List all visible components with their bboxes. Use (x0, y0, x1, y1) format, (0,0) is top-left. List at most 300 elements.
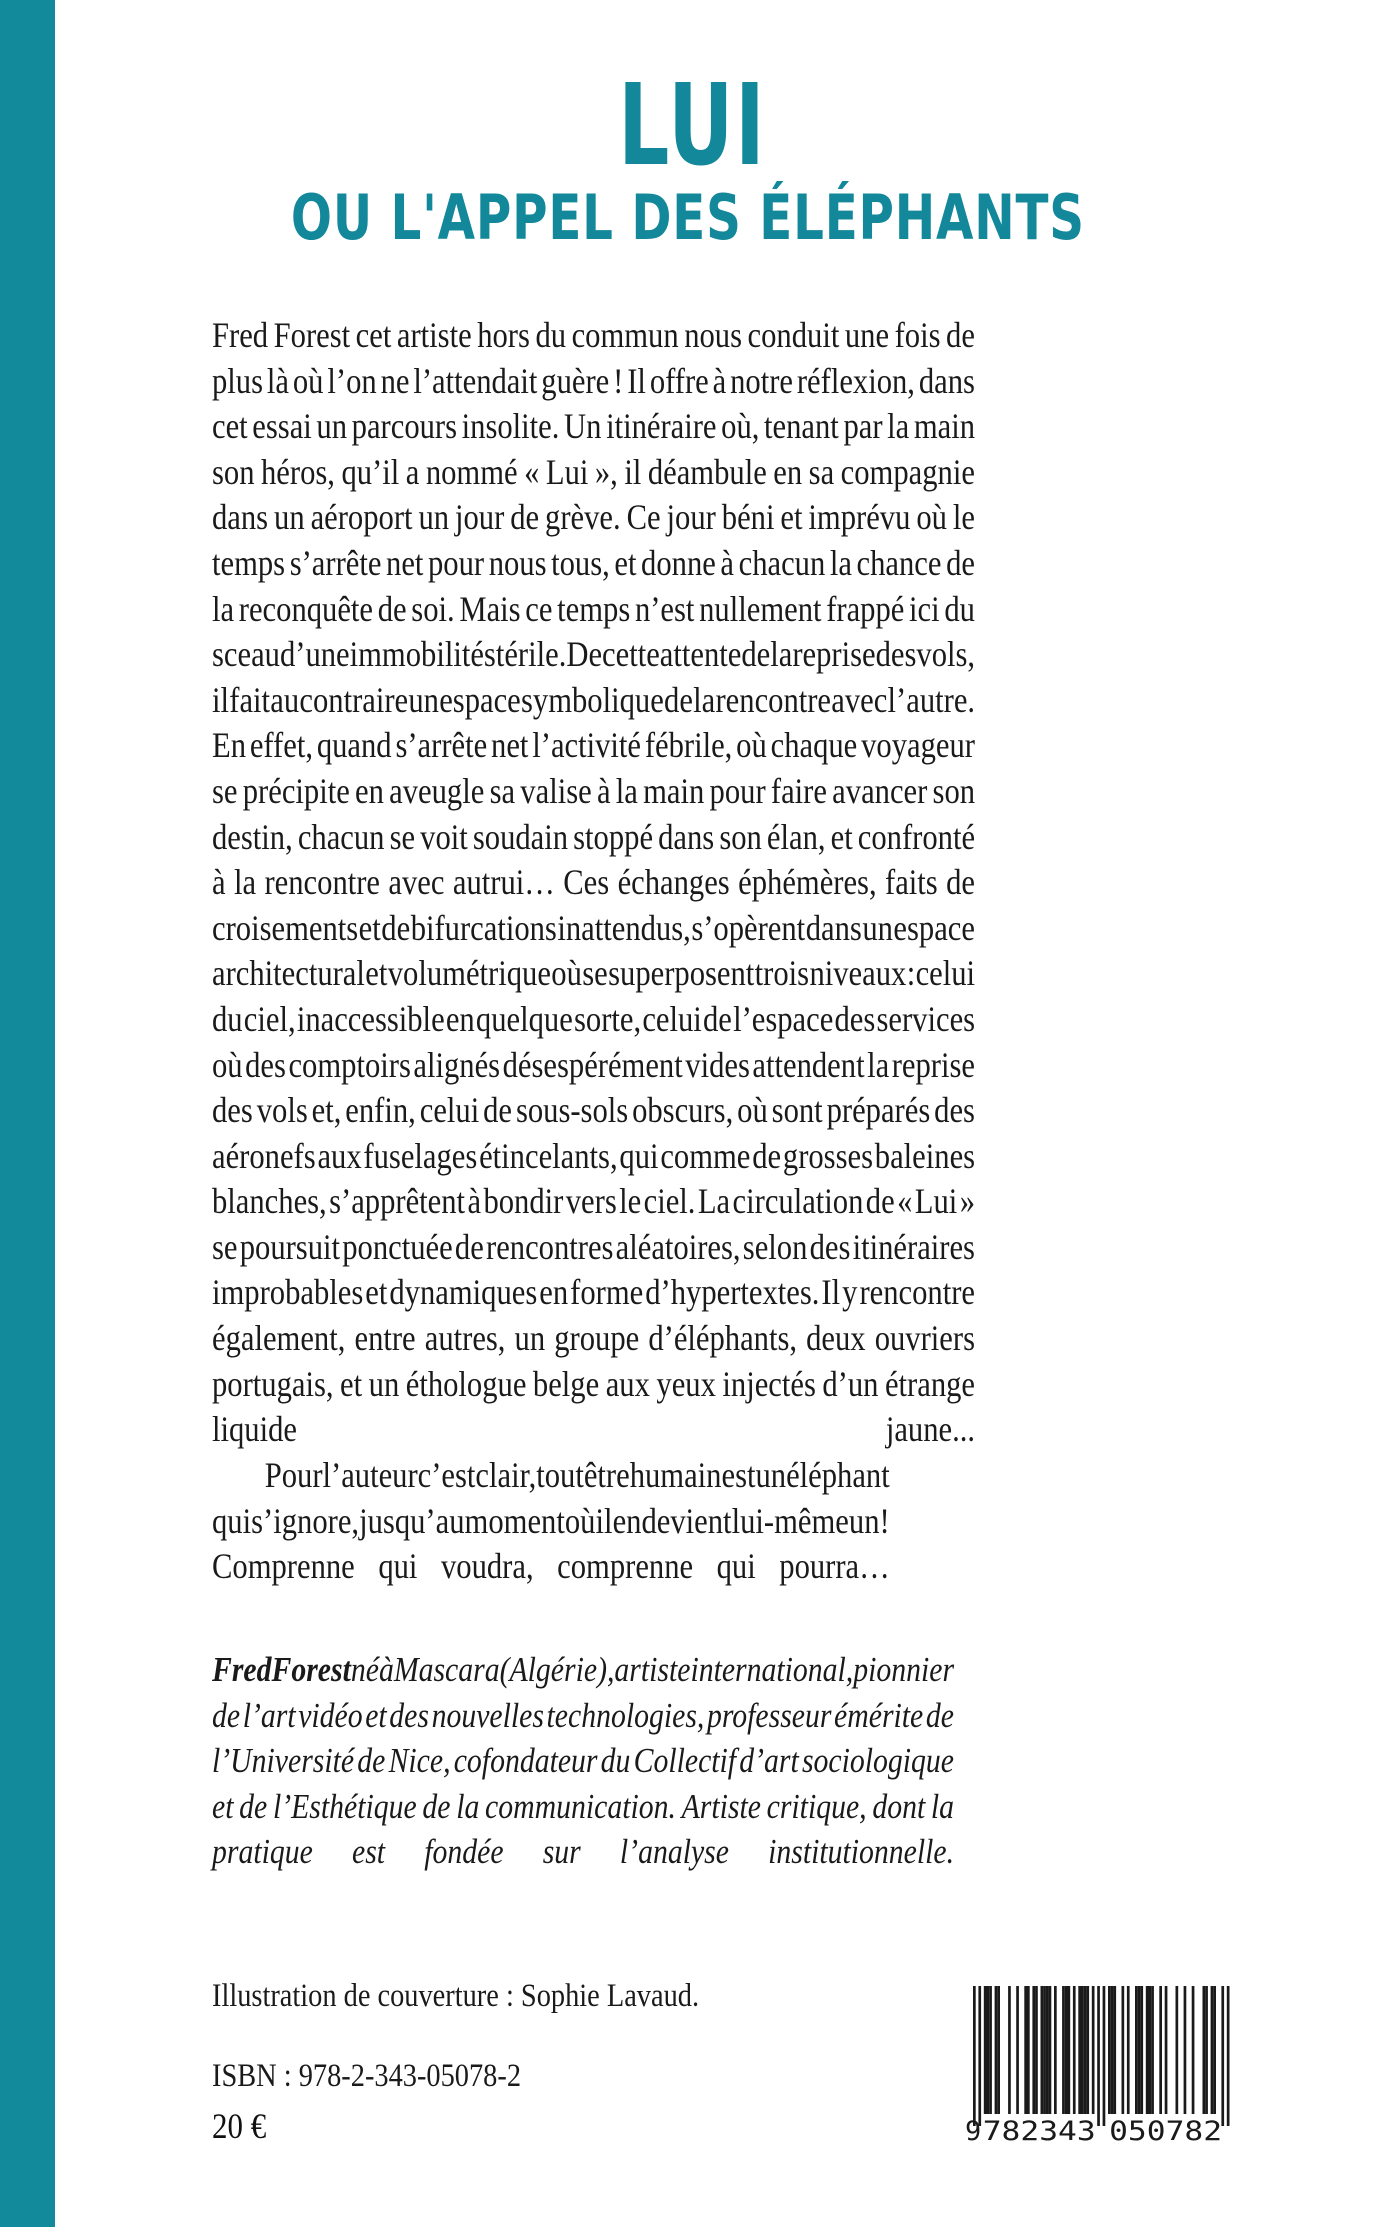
word: où, (721, 406, 760, 447)
word: là (266, 360, 289, 401)
barcode-bar (1227, 1986, 1230, 2126)
word: émérite (834, 1695, 924, 1735)
word: Collectif (633, 1741, 737, 1781)
text-line (212, 815, 975, 861)
word: attendent (752, 1044, 865, 1085)
barcode-bar (1159, 1986, 1162, 2114)
word: ponctuée (342, 1226, 453, 1267)
word: rencontre (859, 1272, 975, 1313)
word: où (551, 953, 582, 994)
word: blanches, (212, 1181, 327, 1222)
word: selon (742, 1226, 808, 1267)
word: s’arrête (289, 542, 382, 583)
word: désespérément (502, 1044, 683, 1085)
word: fait (229, 679, 271, 720)
word: où (212, 1044, 243, 1085)
word: », (594, 451, 618, 492)
barcode-first-digit: 9 (965, 2116, 982, 2144)
barcode-bar (1184, 1986, 1187, 2114)
text-line (212, 860, 975, 906)
word: des (809, 1226, 851, 1267)
word: vers (565, 1181, 617, 1222)
word: précipite (242, 770, 350, 811)
barcode-bar (1065, 1986, 1068, 2114)
isbn-barcode (965, 1984, 1250, 2144)
word: la (770, 634, 793, 675)
word: baleines (874, 1135, 976, 1176)
isbn-text: ISBN : 978-2-343-05078-2 (212, 2058, 522, 2094)
word: superposent (608, 953, 755, 994)
word: nullement (699, 588, 822, 629)
line-text: Comprenne qui voudra, comprenne qui pourra… (212, 1546, 890, 1587)
word: sorte, (573, 998, 642, 1039)
text-line (212, 1043, 975, 1089)
word: de (946, 315, 975, 355)
word: reprise (891, 1044, 975, 1085)
word: à (720, 542, 735, 583)
word: éléphant (786, 1455, 890, 1495)
word: trois (754, 953, 810, 994)
word: son (719, 816, 762, 857)
word: professeur (706, 1695, 832, 1735)
word: devient (641, 1500, 732, 1541)
word: de (483, 1090, 513, 1131)
barcode-bar (1140, 1986, 1143, 2114)
text-line (212, 1225, 975, 1271)
barcode-bar (1068, 1986, 1071, 2114)
word: fébrile, (644, 725, 733, 766)
word: Un (564, 406, 602, 447)
word: artiste (396, 315, 472, 355)
word: à (212, 862, 226, 903)
word: l’auteur (322, 1455, 418, 1495)
word: inaccessible (296, 998, 445, 1039)
word: de (664, 679, 693, 720)
word: espace (893, 907, 975, 948)
word: net (491, 725, 529, 766)
word: ici (909, 588, 940, 629)
word: un (755, 1455, 787, 1495)
word: autrui… (452, 862, 555, 903)
word: à (596, 770, 611, 811)
word: de (946, 862, 976, 903)
word: immobilité (349, 634, 484, 675)
word: celui (419, 1090, 480, 1131)
word: ciel, (243, 998, 296, 1039)
word: béni (721, 497, 775, 538)
word: où (916, 497, 947, 538)
word: faits (885, 862, 938, 903)
word: la (930, 1786, 955, 1826)
word: tous, (551, 542, 610, 583)
word: nous (488, 542, 547, 583)
word: d’un (822, 1363, 879, 1404)
word: l’Université (212, 1741, 355, 1781)
word: rencontre (264, 862, 381, 903)
word: ! (879, 1500, 890, 1541)
word: chacun (738, 542, 826, 583)
word: improbables (212, 1272, 364, 1313)
text-line (212, 587, 975, 633)
word: ouvriers (874, 1318, 975, 1359)
word: de (377, 588, 407, 629)
text-line (212, 1316, 975, 1362)
word: vidéo (298, 1695, 363, 1735)
word: technologies, (546, 1695, 705, 1735)
barcode-bar (1151, 1986, 1154, 2114)
word: ce (525, 588, 553, 629)
word: dans (658, 816, 715, 857)
word: destin, (212, 816, 293, 857)
word: c’est (417, 1455, 476, 1495)
barcode-bar (1165, 1986, 1168, 2114)
barcode-bar (997, 1986, 1000, 2114)
text-line (212, 997, 975, 1043)
text-line (212, 1784, 954, 1830)
word: belge (532, 1363, 600, 1404)
word: cette (602, 634, 660, 675)
word: obscurs, (632, 1090, 734, 1131)
word: donne (641, 542, 716, 583)
barcode-bar (1192, 1986, 1195, 2114)
text-line (212, 495, 975, 541)
word: éthologue (405, 1363, 527, 1404)
word: il (212, 679, 230, 720)
word: et (365, 953, 388, 994)
word: l’on (327, 360, 377, 401)
word: d’une (279, 634, 350, 675)
word: offre (649, 360, 709, 401)
word: croisements (212, 907, 359, 948)
word: l’art (242, 1695, 296, 1735)
word: quelque (475, 998, 573, 1039)
word: déambule (647, 451, 767, 492)
text-line (212, 1829, 954, 1875)
barcode-bar (1027, 1986, 1030, 2114)
word: aux (605, 1363, 650, 1404)
barcode-bar (1146, 1986, 1149, 2114)
word: des (245, 1044, 286, 1085)
word: éphémères, (738, 862, 877, 903)
text-line (212, 1544, 890, 1590)
word: la (867, 1044, 890, 1085)
word: l’attendait (413, 360, 538, 401)
word: jour (454, 497, 505, 538)
word: de (357, 1741, 386, 1781)
word: enfin, (345, 1090, 416, 1131)
word: jour (666, 497, 716, 538)
word: de (702, 998, 732, 1039)
word: du (600, 1741, 631, 1781)
word: fois (894, 315, 941, 355)
word: itinéraires (852, 1226, 975, 1267)
barcode-bar (1016, 1986, 1019, 2114)
barcode-bar (1221, 1986, 1224, 2126)
word: s’arrête (395, 725, 488, 766)
word: Lui (914, 1181, 958, 1222)
word: bondir (483, 1181, 564, 1222)
word: aéroport (310, 497, 413, 538)
word: la (456, 1786, 480, 1826)
word: préparés (826, 1090, 931, 1131)
line-text: liquide jaune... (212, 1409, 976, 1450)
author-name-word: Fred (212, 1650, 272, 1689)
word: grève. (545, 497, 621, 538)
word: net (386, 542, 424, 583)
word: Il (821, 1272, 841, 1313)
word: communication. (485, 1786, 676, 1826)
word: et (365, 1272, 388, 1313)
word: et (365, 1695, 387, 1735)
word: élan, (766, 816, 826, 857)
word: se (212, 1226, 238, 1267)
word: à (712, 360, 727, 401)
word: chance (856, 542, 942, 583)
word: guère (541, 360, 610, 401)
word: moment (464, 1500, 565, 1541)
barcode-bar (1078, 1986, 1081, 2114)
text-line (212, 1738, 954, 1784)
word: dans (918, 360, 975, 401)
word: de (239, 1786, 268, 1826)
barcode-bar (987, 1986, 990, 2114)
word: » (959, 1181, 975, 1222)
word: nommé (425, 451, 518, 492)
barcode-bar (1111, 1986, 1114, 2114)
word: valise (520, 770, 592, 811)
barcode-bar (1054, 1986, 1057, 2114)
word: un (408, 679, 439, 720)
word: un (274, 497, 305, 538)
barcode-bar (1205, 1986, 1208, 2114)
word: la (615, 770, 638, 811)
word: essai (252, 406, 312, 447)
word: également, (212, 1318, 346, 1359)
word: « (524, 451, 540, 492)
text-line (212, 313, 975, 359)
word: fuselages (363, 1135, 478, 1176)
word: inattendus, (557, 907, 691, 948)
word: main (913, 406, 976, 447)
barcode-bar (978, 1986, 981, 2126)
word: tenant (764, 406, 839, 447)
word: la (693, 679, 716, 720)
word: pour (709, 770, 766, 811)
word: de (422, 1786, 451, 1826)
word: de (454, 1226, 484, 1267)
word: contraire (299, 679, 409, 720)
barcode-bar (1108, 1986, 1111, 2114)
word: il (624, 451, 642, 492)
word: clair, (475, 1455, 537, 1495)
word: en (773, 451, 803, 492)
word: n’est (634, 588, 695, 629)
barcode-bar (989, 1986, 992, 2114)
text-line (212, 404, 975, 450)
word: de (865, 1181, 895, 1222)
word: vols, (916, 634, 976, 675)
text-line (212, 1088, 975, 1134)
word: est (721, 1455, 756, 1495)
word: « (897, 1181, 913, 1222)
word: s’opèrent (691, 907, 806, 948)
barcode-bar (1122, 1986, 1125, 2114)
barcode-bar (1032, 1986, 1035, 2114)
word: un (848, 1500, 880, 1541)
word: en (445, 998, 475, 1039)
word: ! (613, 360, 624, 401)
word: où (564, 1500, 596, 1541)
text-line (212, 1453, 890, 1499)
word: des (934, 1090, 975, 1131)
word: son (212, 451, 255, 492)
word: sont (771, 1090, 823, 1131)
word: de (741, 634, 771, 675)
barcode-bar (1203, 1986, 1206, 2114)
word: lui-même (731, 1500, 849, 1541)
word: vides (685, 1044, 750, 1085)
word: critique, (766, 1786, 867, 1826)
word: aveugle (389, 770, 485, 811)
word: des (875, 634, 917, 675)
word: qui (212, 1500, 252, 1541)
word: faire (770, 770, 827, 811)
word: de (925, 1695, 954, 1735)
word: l’Esthétique (272, 1786, 417, 1826)
word: aléatoires, (615, 1226, 741, 1267)
word: Mais (459, 588, 521, 629)
barcode-bar (1084, 1986, 1087, 2114)
word: commun (571, 315, 679, 355)
word: : (906, 953, 916, 994)
word: où (292, 360, 324, 401)
word: il (595, 1500, 613, 1541)
word: circulation (732, 1181, 864, 1222)
text-line (212, 541, 975, 587)
word: échanges (617, 862, 730, 903)
word: sous-sols (515, 1090, 629, 1131)
word: de (381, 907, 411, 948)
barcode-bar (1041, 1986, 1044, 2114)
word: d’éléphants, (648, 1318, 798, 1359)
word: une (844, 315, 890, 355)
word: des (389, 1695, 429, 1735)
word: la (829, 542, 852, 583)
word: aéronefs (212, 1135, 316, 1176)
word: bifurcations (410, 907, 557, 948)
word: confronté (857, 816, 976, 857)
word: à (467, 1181, 482, 1222)
word: soudain (472, 816, 569, 857)
word: sa (489, 770, 516, 811)
word: par (843, 406, 883, 447)
word: portugais, (212, 1363, 334, 1404)
word: en (539, 1272, 569, 1313)
word: jusqu’au (359, 1500, 465, 1541)
word: temps (212, 542, 286, 583)
text-line (212, 359, 975, 405)
word: s’apprêtent (329, 1181, 466, 1222)
word: effet, (249, 725, 313, 766)
word: De (566, 634, 603, 675)
word: où (737, 1090, 768, 1131)
word: En (212, 725, 246, 766)
word: frappé (826, 588, 905, 629)
word: voyageur (861, 725, 975, 766)
word: Ce (626, 497, 661, 538)
word: dynamiques (389, 1272, 538, 1313)
word: de (752, 1135, 782, 1176)
word: se (582, 953, 608, 994)
word: un (862, 907, 893, 948)
word: en (355, 770, 384, 811)
word: en (612, 1500, 642, 1541)
word: cet (212, 406, 248, 447)
word: autres, (424, 1318, 506, 1359)
author-bio (212, 1647, 954, 1875)
blurb-paragraph-1 (212, 313, 975, 1453)
word: plus (212, 360, 264, 401)
word: niveaux (809, 953, 907, 994)
word: rencontre (715, 679, 832, 720)
word: symbolique (521, 679, 664, 720)
text-line (212, 1179, 975, 1225)
barcode-bar (973, 1986, 976, 2126)
word: humain (629, 1455, 722, 1495)
barcode-bar (1062, 1986, 1065, 2114)
barcode-bar (1176, 1986, 1179, 2114)
word: ne (380, 360, 410, 401)
barcode-bar (1113, 1986, 1116, 2114)
word: comptoirs (288, 1044, 411, 1085)
word: cofondateur (453, 1741, 598, 1781)
word: de (946, 542, 975, 583)
barcode-bar (995, 1986, 998, 2114)
text-line (212, 1270, 975, 1316)
barcode-right-digits: 050782 (1109, 2116, 1223, 2144)
word: né (350, 1650, 379, 1689)
word: avec (831, 679, 888, 720)
barcode-bar (1008, 1986, 1011, 2114)
barcode-bar (1211, 1986, 1214, 2114)
word: architectural (212, 953, 365, 994)
word: réflexion, (796, 360, 915, 401)
text-line (212, 1134, 975, 1180)
line-text: pratique est fondée sur l’analyse institutionnelle. (212, 1832, 955, 1872)
word: étrange (884, 1363, 976, 1404)
word: chaque (770, 725, 858, 766)
barcode-bar (1035, 1986, 1038, 2114)
word: celui (642, 998, 702, 1039)
text-line (212, 1499, 890, 1545)
word: pour (428, 542, 485, 583)
word: l’autre. (887, 679, 976, 720)
word: (Algérie), (499, 1650, 615, 1689)
word: chacun (297, 816, 385, 857)
barcode-bar (984, 1986, 987, 2114)
word: sociologique (801, 1741, 954, 1781)
illustration-credit: Illustration de couverture : Sophie Lavaud. (212, 1978, 700, 2014)
word: rencontres (486, 1226, 614, 1267)
barcode-bar (1103, 1986, 1106, 2126)
spine-color-bar (0, 0, 55, 2227)
word: et (830, 816, 853, 857)
word: Fred (212, 315, 269, 355)
barcode-bar (1138, 1986, 1141, 2114)
barcode-bar (1149, 1986, 1152, 2114)
word: reprise (792, 634, 876, 675)
word: parcours (351, 406, 458, 447)
